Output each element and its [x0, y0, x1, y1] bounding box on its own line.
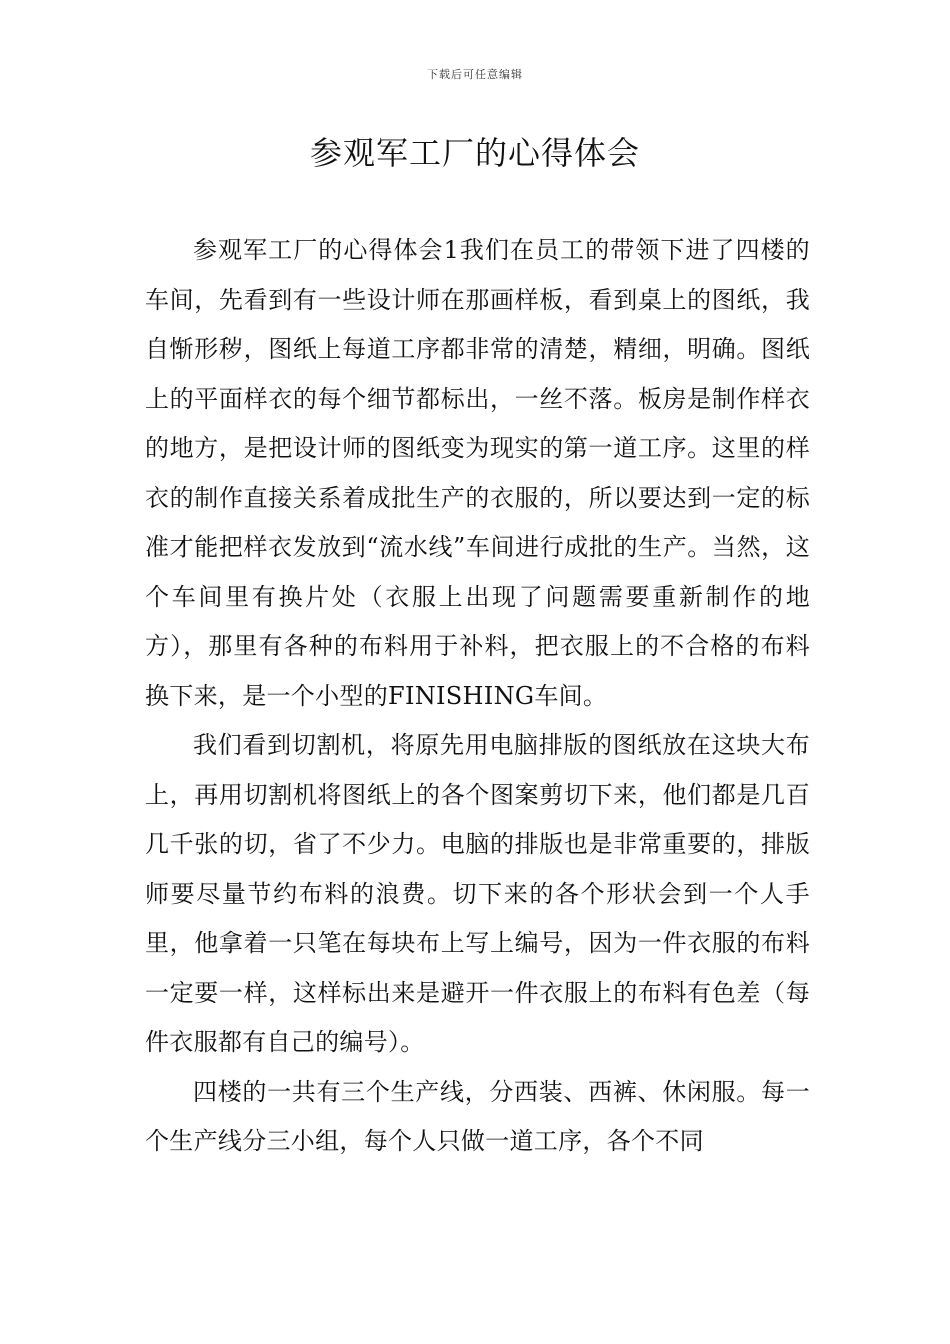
- paragraph-1: 参观军工厂的心得体会1我们在员工的带领下进了四楼的车间，先看到有一些设计师在那画样板，看到桌上的图纸，我自惭形秽，图纸上每道工序都非常的清楚，精细，明确。图纸上的平面样衣的每个细节都标出，一丝不落。板房是制作样衣的地方，是把设计师的图纸变为现实的第一道工序。这里的样衣的制作直接关系着成批生产的衣服的，所以要达到一定的标准才能把样衣发放到“流水线”车间进行成批的生产。当然，这个车间里有换片处（衣服上出现了问题需要重新制作的地方），那里有各种的布料用于补料，把衣服上的不合格的布料换下来，是一个小型的FINISHING车间。: [145, 236, 810, 710]
- document-title: 参观军工厂的心得体会: [309, 134, 640, 172]
- paragraph-2: 我们看到切割机，将原先用电脑排版的图纸放在这块大布上，再用切割机将图纸上的各个图案剪切下来，他们都是几百几千张的切，省了不少力。电脑的排版也是非常重要的，排版师要尽量节约布料的浪费。切下来的各个形状会到一个人手里，他拿着一只笔在每块布上写上编号，因为一件衣服的布料一定要一样，这样标出来是避开一件衣服上的布料有色差（每件衣服都有自己的编号）。: [145, 731, 810, 1056]
- document-body: [145, 226, 810, 1167]
- paragraph-3: 四楼的一共有三个生产线，分西装、西裤、休闲服。每一个生产线分三小组，每个人只做一道工序，各个不同: [145, 1077, 810, 1155]
- header-note: 下载后可任意编辑: [427, 68, 523, 81]
